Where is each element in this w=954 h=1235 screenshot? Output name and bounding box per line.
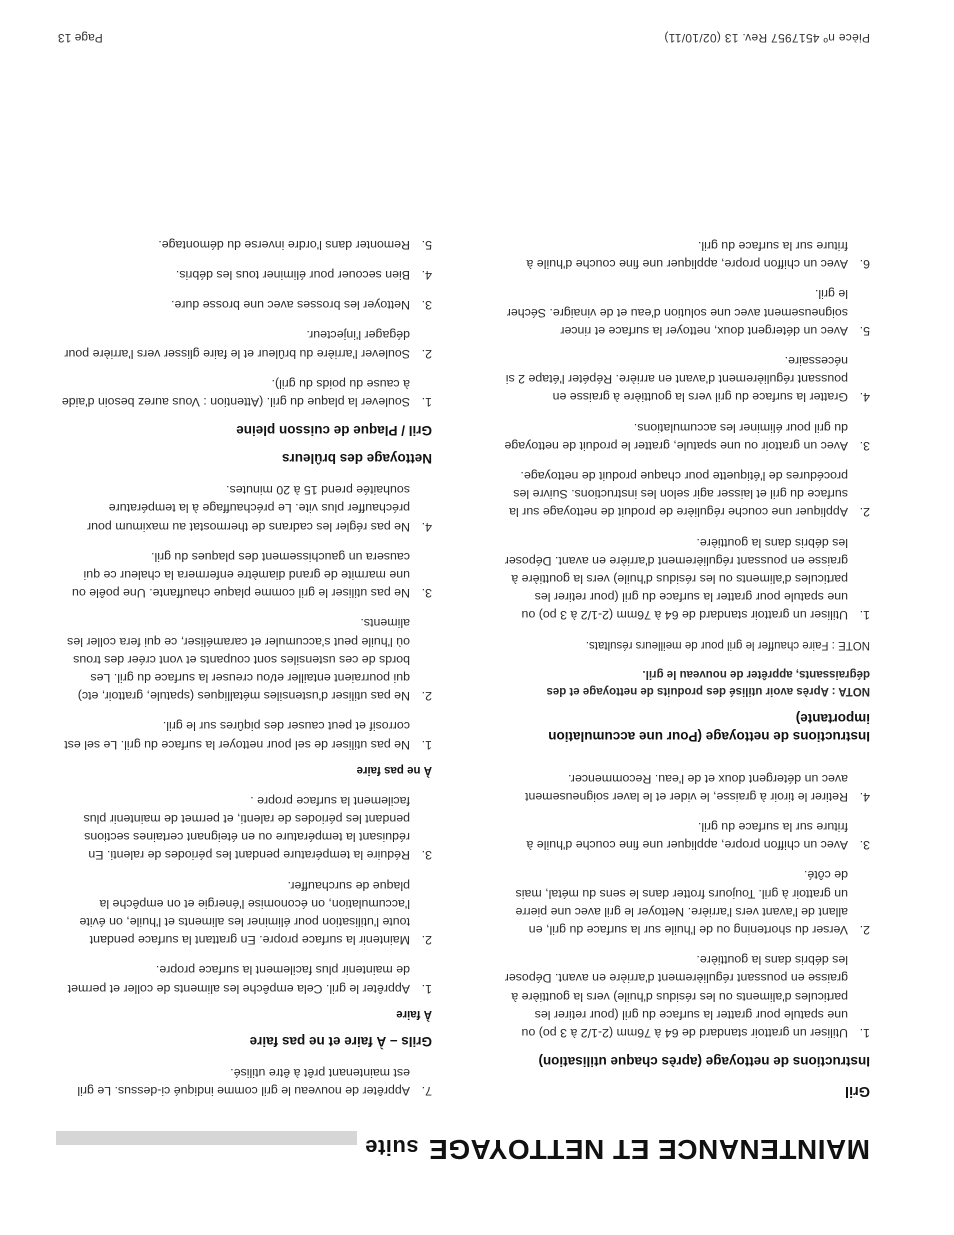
do-list bbox=[60, 792, 432, 998]
list-item: 4. Retirer le tiroir à graisse, le vider et le laver soigneusement avec un détergent doux et de l'eau. Recommencer. bbox=[525, 771, 870, 804]
nota-text: NOTA : Après avoir utilisé des produits de nettoyage et des dégraissants, apprêter de nouveau le gril. bbox=[546, 668, 870, 698]
right-column bbox=[60, 222, 432, 1101]
cleaning-heavy-title: Instructions de nettoyage (Pour une accumulation importante) bbox=[548, 711, 870, 745]
dont-title: À ne pas faire bbox=[356, 763, 432, 776]
continued-list bbox=[60, 1064, 432, 1100]
page-title bbox=[357, 1131, 870, 1165]
left-column bbox=[500, 223, 870, 1100]
list-item: 2. Ne pas utiliser d'ustensiles métalliques (spatule, grattoir, etc) qui pourraient entailler et/ou creuser la surface du gril. Les bords de ces ustensiles sont coupants et vont créer des trous où l'huile peut s'accumuler et caraméliser, ce qui fera coller les aliments. bbox=[67, 616, 432, 704]
dont-list bbox=[60, 481, 432, 754]
list-item: 2. Verser du shortening ou de l'huile sur la surface du gril, en allant de l'avant vers l'arrière. Nettoyer le gril avec une pierre un grattoir à gril. Toujours frotter dans le sens du métal, mais de côté. bbox=[515, 868, 870, 937]
list-item: 3. Nettoyer les brosses avec une brosse dure. bbox=[171, 298, 432, 313]
list-item: 3. Réduire la température pendant les périodes de ralenti. En réduisant la température ou en éteignant certaines sections pendant les périodes de ralenti, et permet de maintenir plus facilement la surface propre . bbox=[83, 793, 432, 863]
list-item: 4. Ne pas régler les cadrans de thermostat au maximum pour préchauffer plus vite. Le préchauffage à la température souhaitée prend 15 à 20 minutes. bbox=[87, 483, 432, 534]
page-number: Page 13 bbox=[58, 31, 103, 45]
cleaning-after-use-list bbox=[500, 769, 870, 1042]
list-item: 4. Bien secouer pour éliminer tous les débris. bbox=[175, 267, 432, 282]
list-item: 3. Avec un chiffon propre, appliquer une fine couche d'huile à friture sur la surface du gril. bbox=[526, 819, 870, 853]
dos-donts-title: Grils – À faire et ne pas faire bbox=[249, 1033, 432, 1049]
list-item: 6. Avec un chiffon propre, appliquer une fine couche d'huile à friture sur la surface du gril. bbox=[526, 238, 870, 272]
burner-cleaning-subtitle: Gril / Plaque de cuisson pleine bbox=[236, 422, 432, 438]
title-suffix: suite bbox=[364, 1135, 419, 1160]
cleaning-after-use-title: Instructions de nettoyage (après chaque utilisation) bbox=[538, 1054, 870, 1069]
title-main: MAINTENANCE ET NETTOYAGE bbox=[428, 1134, 870, 1165]
list-item: 3. Ne pas utiliser le gril comme plaque chauffante. Une poêle ou une marmite de grand diamètre enfermera la chaleur ce qui causera un gauchissement des plaques du gril. bbox=[72, 549, 432, 601]
part-number: Pièce nº 4517957 Rev. 13 (02/10/11) bbox=[664, 31, 870, 45]
header-bar bbox=[56, 1129, 870, 1165]
burner-cleaning-title: Nettoyage des brûleurs bbox=[281, 450, 432, 466]
list-item: 4. Gratter la surface du gril vers la gouttière à graisse en poussant régulièrement d'avant en arrière. Répéter l'étape 2 si nécessaire. bbox=[505, 353, 870, 405]
list-item: 5. Avec un détergent doux, nettoyer la surface et rincer soigneusement avec une solution d'eau et de vinaigre. Sécher le gril. bbox=[506, 287, 870, 338]
list-item: 2. Appliquer une couche régulière de produit de nettoyage sur la surface du gril et laisser agir selon les instructions. Suivre les procédures de l'étiquette pour chaque produit de nettoyage. bbox=[509, 468, 870, 520]
list-item: 1. Apprêter le gril. Cela empêche les aliments de coller et permet de maintenir plus facilement la surface propre. bbox=[67, 963, 432, 996]
list-item: 1. Utiliser un grattoir standard de 64 à 76mm (2-1/2 à 3 po) ou une spatule pour gratter la surface du gril (pour retirer les particules d'aliments ou les résidus d'huile) vers la gouttière à graisse en poussant régulièrement d'arrière en avant. Déposer les débris dans la gouttière. bbox=[504, 953, 870, 1040]
list-item: 5. Remonter dans l'ordre inverse du démontage. bbox=[158, 237, 432, 252]
list-item: 1. Soulever la plaque du gril. (Attention : Vous aurez besoin d'aide à cause du poids du gril). bbox=[61, 376, 432, 409]
list-item: 1. Ne pas utiliser de sel pour nettoyer la surface du gril. Le sel est corrosif et peut causer des piqûres sur le gril. bbox=[64, 719, 432, 752]
list-item: 1. Utiliser un grattoir standard de 64 à 76mm (2-1/2 à 3 po) ou une spatule pour gratter la surface du gril (pour retirer les particules d'aliments ou les résidus d'huile) vers la gouttière à graisse en poussant régulièrement d'arrière en avant. Déposer les débris dans la gouttière. bbox=[504, 535, 870, 623]
list-item: 3. Avec un grattoir ou une spatule, gratter le produit de nettoyage du gril pour éliminer les accumulations. bbox=[504, 420, 870, 453]
do-title: À faire bbox=[396, 1007, 432, 1020]
burner-list bbox=[60, 236, 432, 411]
list-item: 2. Soulever l'arrière du brûleur et le faire glisser vers l'arrière pour dégager l'injecteur. bbox=[64, 328, 432, 361]
list-item: 7. Apprêter de nouveau le gril comme indiqué ci-dessus. Le gril est maintenant prêt à être utilisé. bbox=[77, 1065, 432, 1098]
list-item: 2. Maintenir la surface propre. En grattant la surface pendant toute l'utilisation pour éliminer les aliments et l'huile, on évite l'accumulation, on économise l'énergie et on empêche la plaque de surchauffer. bbox=[79, 878, 432, 948]
cleaning-heavy-list bbox=[500, 237, 870, 625]
section-title-gril: Gril bbox=[845, 1083, 870, 1099]
note-text: NOTE : Faire chauffer le gril pour de meilleurs résultats. bbox=[585, 639, 870, 652]
